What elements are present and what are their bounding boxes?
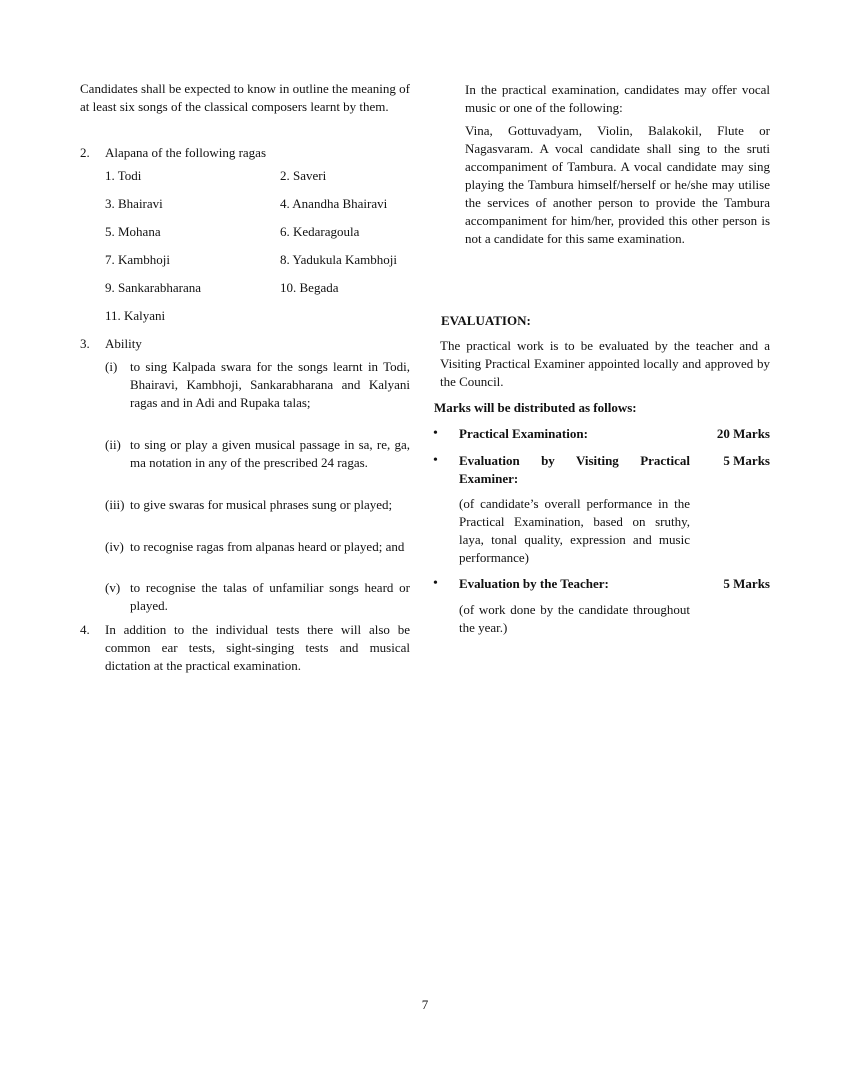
sub-item-text: to give swaras for musical phrases sung or played; xyxy=(130,497,393,512)
sub-item-label: (i) xyxy=(105,359,118,374)
marks-item-note: (of candidate’s overall performance in the Practical Examination, based on sruthy, laya, tonal quality, expression and music performance) xyxy=(459,496,690,565)
bullet-icon: • xyxy=(433,576,438,591)
marks-item-label: Evaluation by the Teacher: xyxy=(459,576,609,591)
marks-item-note: (of work done by the candidate throughout the year.) xyxy=(459,602,690,635)
raga-item: 11. Kalyani xyxy=(105,308,166,323)
item-4-number: 4. xyxy=(80,622,90,637)
raga-item: 9. Sankarabharana xyxy=(105,280,202,295)
marks-item-label: Practical Examination: xyxy=(459,426,588,441)
raga-item: 6. Kedaragoula xyxy=(280,224,360,239)
evaluation-heading: EVALUATION: xyxy=(441,313,531,328)
raga-item: 10. Begada xyxy=(280,280,339,295)
sub-item-text: to sing Kalpada swara for the songs learnt in Todi, Bhairavi, Kambhoji, Sankarabharana and Kalyani ragas and in Adi and Rupaka talas; xyxy=(130,359,410,410)
raga-item: 7. Kambhoji xyxy=(105,252,170,267)
sub-item-label: (iii) xyxy=(105,497,125,512)
sub-item-label: (v) xyxy=(105,580,121,595)
raga-item: 8. Yadukula Kambhoji xyxy=(280,252,397,267)
marks-item-label: Evaluation by Visiting Practical Examiner: xyxy=(459,453,690,486)
evaluation-paragraph: The practical work is to be evaluated by the teacher and a Visiting Practical Examiner appointed locally and approved by the Council. xyxy=(440,338,770,389)
item-2-title: Alapana of the following ragas xyxy=(105,145,267,160)
intro-paragraph: Candidates shall be expected to know in outline the meaning of at least six songs of the classical composers learnt by them. xyxy=(80,81,410,114)
marks-item-value: 5 Marks xyxy=(723,453,770,468)
bullet-icon: • xyxy=(433,426,438,441)
page-number: 7 xyxy=(421,997,429,1012)
item-3-title: Ability xyxy=(105,336,142,351)
sub-item-label: (iv) xyxy=(105,539,124,554)
raga-item: 3. Bhairavi xyxy=(105,196,163,211)
raga-item: 4. Anandha Bhairavi xyxy=(280,196,388,211)
bullet-icon: • xyxy=(433,453,438,468)
sub-item-text: to sing or play a given musical passage in sa, re, ga, ma notation in any of the prescribed 24 ragas. xyxy=(130,437,410,470)
item-4-text: In addition to the individual tests there will also be common ear tests, sight-singing tests and musical dictation at the practical examination. xyxy=(105,622,410,673)
sub-item-label: (ii) xyxy=(105,437,121,452)
sub-item-text: to recognise ragas from alpanas heard or played; and xyxy=(130,539,405,554)
raga-item: 2. Saveri xyxy=(280,168,327,183)
instruments-paragraph: Vina, Gottuvadyam, Violin, Balakokil, Flute or Nagasvaram. A vocal candidate shall sing to the sruti accompaniment of Tambura. A vocal candidate may sing playing the Tambura himself/herself or he/she may utilise the services of another person to provide the Tambura accompaniment for him/her, provided this other person is not a candidate for this same examination. xyxy=(465,123,770,246)
raga-item: 1. Todi xyxy=(105,168,142,183)
marks-item-value: 5 Marks xyxy=(723,576,770,591)
marks-heading: Marks will be distributed as follows: xyxy=(434,400,637,415)
item-2-number: 2. xyxy=(80,145,90,160)
sub-item-text: to recognise the talas of unfamiliar songs heard or played. xyxy=(130,580,410,613)
marks-item-value: 20 Marks xyxy=(716,426,770,441)
practical-intro-paragraph: In the practical examination, candidates may offer vocal music or one of the following: xyxy=(465,82,770,115)
raga-item: 5. Mohana xyxy=(105,224,161,239)
item-3-number: 3. xyxy=(80,336,90,351)
